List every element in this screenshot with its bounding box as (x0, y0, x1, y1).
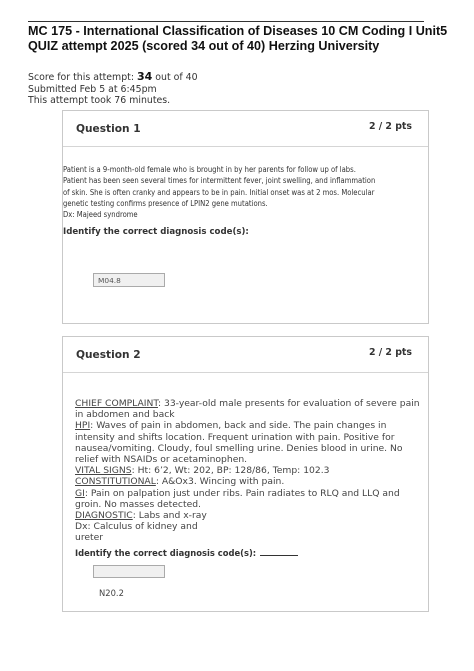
constitutional-label: CONSTITUTIONAL (75, 476, 156, 488)
diagnostic-label: DIAGNOSTIC (75, 510, 133, 522)
document-title: MC 175 - International Classification of Diseases 10 CM Coding I Unit5 QUIZ attempt 2025 (scored 34 out of 40) Herzing University (28, 24, 448, 53)
submitted-time: Submitted Feb 5 at 6:45pm (28, 83, 157, 95)
score-value: 34 (136, 70, 153, 83)
score-suffix: out of 40 (152, 72, 198, 83)
question-2-points: 2 / 2 pts (368, 347, 412, 358)
question-2-answer: N20.2 (99, 588, 124, 598)
answer-blank-line (260, 548, 298, 556)
chief-complaint-label: CHIEF COMPLAINT (75, 398, 158, 409)
dx-line: Dx: Calculus of kidney and (75, 521, 198, 533)
dx-line: ureter (75, 532, 104, 544)
chief-complaint (75, 398, 420, 420)
constitutional (75, 476, 420, 487)
gi-label: GI (75, 487, 85, 499)
question-1-line: of skin. She is often cranky and appears to be in pain. Initial onset was at 2 mos. Molecular (63, 187, 375, 197)
question-1-line: Patient is a 9-month-old female who is brought in by her parents for follow up of labs. (63, 165, 356, 174)
question-2-text (75, 398, 420, 544)
question-1-line: Patient has been seen several times for intermittent fever, joint swelling, and inflammation (63, 176, 376, 186)
score-prefix: Score for this attempt: (28, 72, 137, 83)
question-2-answer-field[interactable] (93, 565, 165, 578)
top-rule (28, 21, 424, 22)
score-line (28, 71, 198, 84)
hpi-label: HPI (75, 420, 91, 432)
question-1-title: Question 1 (76, 123, 141, 135)
vital-signs-label: VITAL SIGNS (75, 465, 132, 477)
diagnostic (75, 510, 420, 521)
gi-text: : Pain on palpation just under ribs. Pain radiates to RLQ and LLQ and groin. No masses detected. (75, 487, 400, 510)
gi-findings (75, 488, 420, 510)
question-1-text (63, 164, 418, 220)
question-2-prompt-text: Identify the correct diagnosis code(s): (75, 548, 257, 558)
question-2-header (63, 337, 428, 373)
question-2-card (62, 336, 429, 612)
question-1-line: genetic testing confirms presence of LPIN2 gene mutations. (63, 198, 268, 208)
question-1-header (63, 111, 428, 147)
vital-signs-text: : Ht: 6’2, Wt: 202, BP: 128/86, Temp: 102.3 (131, 465, 330, 477)
question-2-prompt (75, 548, 298, 558)
constitutional-text: : A&Ox3. Wincing with pain. (155, 476, 285, 488)
question-1-prompt: Identify the correct diagnosis code(s): (63, 227, 249, 237)
question-1-line: Dx: Majeed syndrome (63, 210, 138, 220)
attempt-summary (28, 71, 198, 107)
question-1-points: 2 / 2 pts (368, 121, 412, 132)
question-1-card (62, 110, 429, 324)
question-1-answer-field[interactable]: M04.8 (93, 273, 165, 287)
diagnostic-text: : Labs and x-ray (132, 510, 207, 522)
vital-signs (75, 465, 420, 476)
hpi (75, 420, 420, 465)
question-2-title: Question 2 (76, 349, 141, 361)
chief-complaint-text: : 33-year-old male presents for evaluation of severe pain in abdomen and back (75, 398, 420, 421)
attempt-duration: This attempt took 76 minutes. (28, 95, 171, 106)
hpi-text: : Waves of pain in abdomen, back and side. The pain changes in intensity and shifts location. Frequent urination with pain. Positive for nausea/vomiting. Cloudy, foul smelling urine. Denies blood in urine. No relief with NSAIDs or acetaminophen. (75, 420, 403, 466)
